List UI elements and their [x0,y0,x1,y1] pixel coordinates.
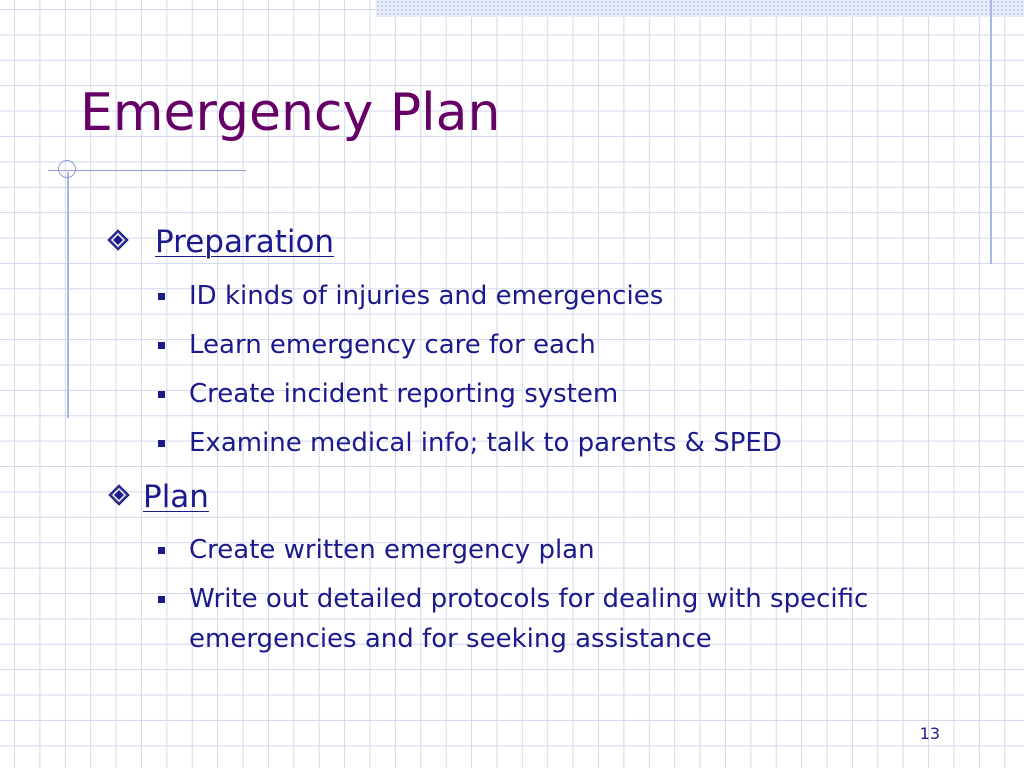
list-item [156,579,889,659]
list-item-text: ID kinds of injuries and emergencies [189,281,664,311]
square-bullet-icon [158,293,165,300]
list-item [156,374,782,423]
diamond-bullet-icon [108,484,130,506]
square-bullet-icon [158,342,165,349]
square-bullet-icon [158,596,165,603]
list-item [156,276,782,325]
section-heading-preparation [155,224,334,261]
preparation-item-list [156,276,782,472]
left-decorative-line [67,172,69,418]
diamond-bullet-icon [107,229,129,251]
square-bullet-icon [158,440,165,447]
list-item [156,530,889,579]
top-decorative-band [376,0,1024,17]
square-bullet-icon [158,547,165,554]
decorative-circle [58,160,76,178]
plan-item-list [156,530,889,659]
section-heading-label: Preparation [155,224,335,260]
list-item-text: Learn emergency care for each [189,330,596,360]
list-item-text: Create written emergency plan [189,535,595,565]
list-item [156,423,782,472]
list-item-text: Examine medical info; talk to parents & SPED [189,428,782,458]
slide-number: 13 [919,724,940,743]
right-decorative-line [990,0,992,264]
square-bullet-icon [158,391,165,398]
title-underline-decoration [48,170,246,171]
slide-title: Emergency Plan [80,83,501,143]
list-item [156,325,782,374]
list-item-text: Create incident reporting system [189,379,619,409]
section-heading-label: Plan [143,479,209,515]
section-heading-plan [143,479,209,516]
list-item-text: Write out detailed protocols for dealing with specific emergencies and for seeking assistance [189,584,869,654]
